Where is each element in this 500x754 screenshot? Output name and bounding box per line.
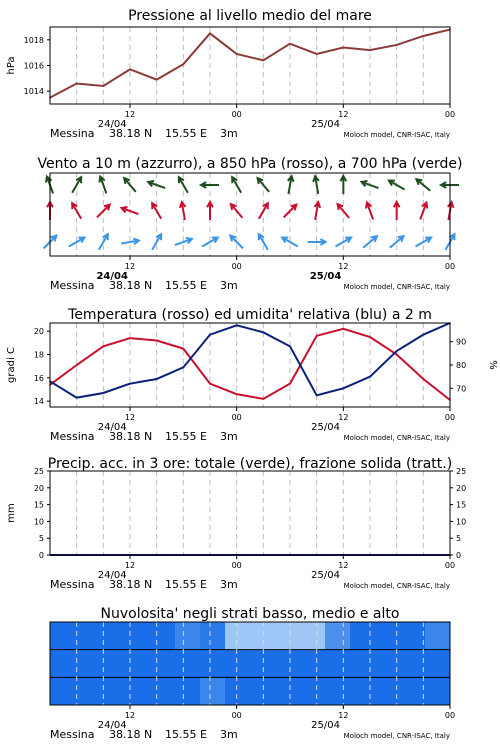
wind-arrow-700hpa	[179, 177, 188, 193]
cloud-cell-alto	[400, 622, 426, 650]
wind-arrow-700hpa	[313, 176, 319, 194]
pressure-point	[76, 83, 78, 85]
precip-frame	[50, 471, 450, 555]
precip-xtick-label: 00	[444, 561, 456, 570]
clouds-date-label: 24/04	[97, 720, 127, 731]
clouds-xtick-label: 12	[338, 711, 349, 720]
temp-rh-date-label: 24/04	[97, 422, 127, 433]
cloud-cell-alto	[125, 622, 151, 650]
wind-arrow-850hpa	[448, 202, 454, 220]
temperature-point	[369, 336, 371, 338]
temp-ytick-label: 20	[33, 327, 44, 337]
wind-arrow-700hpa	[340, 176, 346, 194]
rh-ytick-label: 70	[456, 384, 467, 394]
humidity-point	[423, 334, 425, 336]
wind-date-label: 24/04	[96, 271, 128, 282]
cloud-cell-alto	[150, 622, 176, 650]
cloud-cell-basso	[400, 677, 426, 705]
temperature-point	[156, 340, 158, 342]
pressure-ylabel: hPa	[6, 56, 17, 75]
clouds-date-label: 25/04	[311, 720, 340, 731]
temperature-point	[343, 328, 345, 330]
humidity-point	[316, 395, 318, 397]
cloud-cell-medio	[125, 650, 151, 678]
precip-location-alt: 3m	[220, 578, 238, 591]
clouds-location-lon: 15.55 E	[165, 728, 207, 741]
wind-arrow-700hpa	[258, 178, 270, 192]
precip-y2tick-label: 15	[456, 500, 467, 510]
precip-location-lon: 15.55 E	[165, 578, 207, 591]
pressure-xtick-label: 00	[231, 110, 242, 119]
temp-rh-frame	[50, 323, 450, 407]
wind-arrow-shaft	[258, 178, 270, 192]
humidity-point	[156, 378, 158, 380]
pressure-credit: Moloch model, CNR-ISAC, Italy	[343, 131, 450, 139]
wind-arrow-850hpa	[72, 203, 81, 219]
precip-y2tick-label: 10	[456, 517, 467, 527]
cloud-cell-alto	[275, 622, 301, 650]
temperature-point	[236, 393, 238, 395]
wind-arrow-700hpa	[232, 177, 241, 193]
cloud-cell-alto	[200, 622, 226, 650]
cloud-cell-basso	[150, 677, 176, 705]
pressure-title: Pressione al livello medio del mare	[128, 8, 372, 24]
temperature-point	[396, 354, 398, 356]
cloud-cell-basso	[75, 677, 101, 705]
temp-ytick-label: 14	[33, 397, 44, 407]
cloud-cell-medio	[75, 650, 101, 678]
temperature-point	[103, 346, 105, 348]
cloud-cell-medio	[200, 650, 226, 678]
pressure-date-label: 24/04	[97, 119, 127, 130]
pressure-point	[369, 49, 371, 51]
cloud-cell-medio	[250, 650, 276, 678]
wind-arrow-shaft	[416, 179, 430, 191]
rh-ytick-label: 90	[456, 337, 467, 347]
clouds-xtick-label: 00	[231, 711, 242, 720]
wind-xtick-label: 12	[124, 262, 136, 271]
rh-ytick-label: 80	[456, 361, 467, 370]
temp-rh-location-alt: 3m	[220, 430, 238, 443]
humidity-point	[289, 346, 291, 348]
temp-ylabel: gradi C	[6, 347, 17, 383]
cloud-cell-medio	[225, 650, 251, 678]
pressure-date-label: 25/04	[311, 119, 340, 130]
pressure-frame	[50, 27, 450, 104]
temperature-series-line	[50, 329, 450, 400]
humidity-point	[263, 332, 265, 334]
wind-arrow-850hpa	[231, 204, 243, 218]
pressure-point	[316, 53, 318, 55]
cloud-cell-alto	[425, 622, 451, 650]
cloud-cell-basso	[125, 677, 151, 705]
cloud-cell-alto	[175, 622, 201, 650]
precip-date-label: 24/04	[97, 570, 127, 581]
pressure-point	[396, 44, 398, 46]
temp-ytick-label: 16	[33, 373, 44, 383]
humidity-point	[236, 325, 238, 327]
pressure-point	[289, 43, 291, 45]
cloud-cell-basso	[375, 677, 401, 705]
rh-ylabel: %	[487, 360, 498, 370]
cloud-cell-basso	[50, 677, 76, 705]
cloud-cell-basso	[275, 677, 301, 705]
wind-title: Vento a 10 m (azzurro), a 850 hPa (rosso), a 700 hPa (verde)	[37, 156, 463, 172]
clouds-location-lat: 38.18 N	[109, 728, 153, 741]
cloud-cell-alto	[350, 622, 376, 650]
humidity-point	[396, 350, 398, 352]
temperature-point	[289, 383, 291, 385]
wind-arrow-850hpa	[338, 204, 350, 218]
clouds-location-alt: 3m	[220, 728, 238, 741]
pressure-point	[343, 47, 345, 49]
precip-date-label: 25/04	[311, 570, 340, 581]
cloud-cell-basso	[250, 677, 276, 705]
precip-title: Precip. acc. in 3 ore: totale (verde), frazione solida (tratt.)	[47, 456, 453, 472]
wind-date-label: 25/04	[309, 271, 342, 282]
cloud-cell-basso	[200, 677, 226, 705]
temperature-point	[263, 398, 265, 400]
cloud-cell-alto	[225, 622, 251, 650]
precip-y2tick-label: 0	[456, 551, 462, 560]
wind-location-lat: 38.18 N	[109, 279, 153, 292]
cloud-cell-medio	[325, 650, 351, 678]
temperature-point	[209, 383, 211, 385]
precip-credit: Moloch model, CNR-ISAC, Italy	[343, 582, 450, 590]
pressure-ytick-label: 1018	[23, 35, 44, 45]
precip-location-lat: 38.18 N	[109, 578, 153, 591]
cloud-cell-alto	[250, 622, 276, 650]
humidity-point	[183, 367, 185, 369]
cloud-cell-basso	[350, 677, 376, 705]
clouds-credit: Moloch model, CNR-ISAC, Italy	[343, 732, 450, 740]
temp-rh-title: Temperatura (rosso) ed umidita' relativa (blu) a 2 m	[68, 307, 432, 323]
pressure-point	[103, 85, 105, 87]
cloud-cell-medio	[50, 650, 76, 678]
cloud-cell-medio	[350, 650, 376, 678]
temp-rh-location-lat: 38.18 N	[109, 430, 153, 443]
temp-rh-location-name: Messina	[50, 430, 95, 443]
humidity-point	[343, 388, 345, 390]
wind-arrow-shaft	[124, 178, 136, 192]
cloud-cell-medio	[425, 650, 451, 678]
cloud-cell-basso	[175, 677, 201, 705]
precip-ytick-label: 20	[33, 483, 44, 493]
pressure-point	[129, 69, 131, 71]
wind-arrow-700hpa	[389, 181, 405, 190]
wind-arrow-shaft	[97, 205, 110, 218]
wind-arrow-850hpa	[366, 203, 373, 220]
humidity-point	[103, 392, 105, 394]
clouds-xtick-label: 12	[124, 711, 136, 720]
humidity-point	[129, 383, 131, 385]
wind-credit: Moloch model, CNR-ISAC, Italy	[343, 283, 450, 291]
cloud-cell-medio	[150, 650, 176, 678]
cloud-cell-alto	[50, 622, 76, 650]
temp-rh-credit: Moloch model, CNR-ISAC, Italy	[343, 434, 450, 442]
pressure-xtick-label: 12	[338, 110, 349, 119]
humidity-point	[76, 397, 78, 399]
pressure-point	[156, 79, 158, 81]
cloud-cell-alto	[300, 622, 326, 650]
wind-arrow-850hpa	[152, 203, 161, 219]
cloud-cell-medio	[275, 650, 301, 678]
cloud-cell-alto	[75, 622, 101, 650]
pressure-location-lon: 15.55 E	[165, 127, 207, 140]
wind-arrow-700hpa	[416, 179, 430, 191]
wind-arrow-850hpa	[420, 203, 427, 220]
wind-arrow-850hpa	[284, 205, 297, 218]
precip-ytick-label: 10	[33, 517, 44, 527]
temperature-point	[183, 348, 185, 350]
temp-rh-xtick-label: 00	[231, 413, 242, 422]
wind-arrow-850hpa	[259, 203, 268, 219]
wind-arrow-700hpa	[72, 177, 81, 193]
humidity-point	[209, 334, 211, 336]
cloud-cell-basso	[425, 677, 451, 705]
clouds-title: Nuvolosita' negli strati basso, medio e alto	[100, 606, 400, 622]
humidity-series-line	[50, 323, 450, 398]
pressure-xtick-label: 12	[124, 110, 136, 119]
wind-xtick-label: 00	[231, 262, 242, 271]
pressure-series-line	[50, 30, 450, 98]
pressure-ytick-label: 1016	[23, 61, 44, 71]
wind-arrow-850hpa	[97, 205, 110, 218]
precip-xtick-label: 00	[231, 561, 242, 570]
precip-ytick-label: 5	[38, 534, 44, 544]
temperature-point	[316, 335, 318, 337]
temp-rh-xtick-label: 00	[444, 413, 456, 422]
precip-ytick-label: 25	[33, 467, 44, 476]
wind-arrow-700hpa	[288, 176, 294, 194]
clouds-location-name: Messina	[50, 728, 95, 741]
wind-arrow-850hpa	[394, 202, 400, 220]
precip-xtick-label: 12	[124, 561, 136, 570]
precip-y2tick-label: 25	[456, 467, 467, 476]
pressure-point	[423, 35, 425, 37]
precip-xtick-label: 12	[338, 561, 349, 570]
wind-location-lon: 15.55 E	[165, 279, 207, 292]
precip-y2tick-label: 5	[456, 534, 462, 544]
pressure-point	[209, 33, 211, 35]
temp-rh-date-label: 25/04	[311, 422, 340, 433]
wind-xtick-label: 00	[444, 262, 456, 271]
pressure-point	[183, 63, 185, 65]
cloud-cell-basso	[100, 677, 126, 705]
pressure-point	[263, 60, 265, 62]
cloud-cell-alto	[325, 622, 351, 650]
clouds-xtick-label: 00	[444, 711, 456, 720]
pressure-location-name: Messina	[50, 127, 95, 140]
wind-xtick-label: 12	[338, 262, 349, 271]
wind-arrow-shaft	[231, 204, 243, 218]
wind-arrow-shaft	[284, 205, 297, 218]
precip-ytick-label: 0	[38, 551, 44, 560]
pressure-point	[236, 53, 238, 55]
humidity-point	[369, 376, 371, 378]
wind-arrow-700hpa	[124, 178, 136, 192]
wind-frame	[50, 173, 450, 256]
temp-rh-xtick-label: 12	[338, 413, 349, 422]
cloud-cell-basso	[225, 677, 251, 705]
temperature-point	[76, 364, 78, 366]
pressure-ytick-label: 1014	[23, 87, 44, 97]
cloud-cell-basso	[325, 677, 351, 705]
temperature-point	[129, 337, 131, 339]
precip-location-name: Messina	[50, 578, 95, 591]
wind-arrow-850hpa	[314, 202, 320, 220]
pressure-location-lat: 38.18 N	[109, 127, 153, 140]
wind-location-name: Messina	[50, 279, 95, 292]
cloud-cell-basso	[300, 677, 326, 705]
precip-ytick-label: 15	[33, 500, 44, 510]
temp-rh-xtick-label: 12	[124, 413, 136, 422]
precip-y2tick-label: 20	[456, 483, 467, 493]
temp-rh-location-lon: 15.55 E	[165, 430, 207, 443]
wind-arrow-shaft	[338, 204, 350, 218]
pressure-location-alt: 3m	[220, 127, 238, 140]
wind-arrow-850hpa	[180, 202, 186, 220]
precip-ylabel: mm	[6, 503, 17, 523]
pressure-xtick-label: 00	[444, 110, 456, 119]
temperature-point	[423, 378, 425, 380]
wind-location-alt: 3m	[220, 279, 238, 292]
wind-arrow-700hpa	[99, 177, 106, 194]
temp-ytick-label: 18	[33, 350, 44, 360]
cloud-cell-medio	[300, 650, 326, 678]
wind-arrow-850hpa	[207, 202, 213, 220]
cloud-cell-medio	[400, 650, 426, 678]
cloud-cell-medio	[175, 650, 201, 678]
